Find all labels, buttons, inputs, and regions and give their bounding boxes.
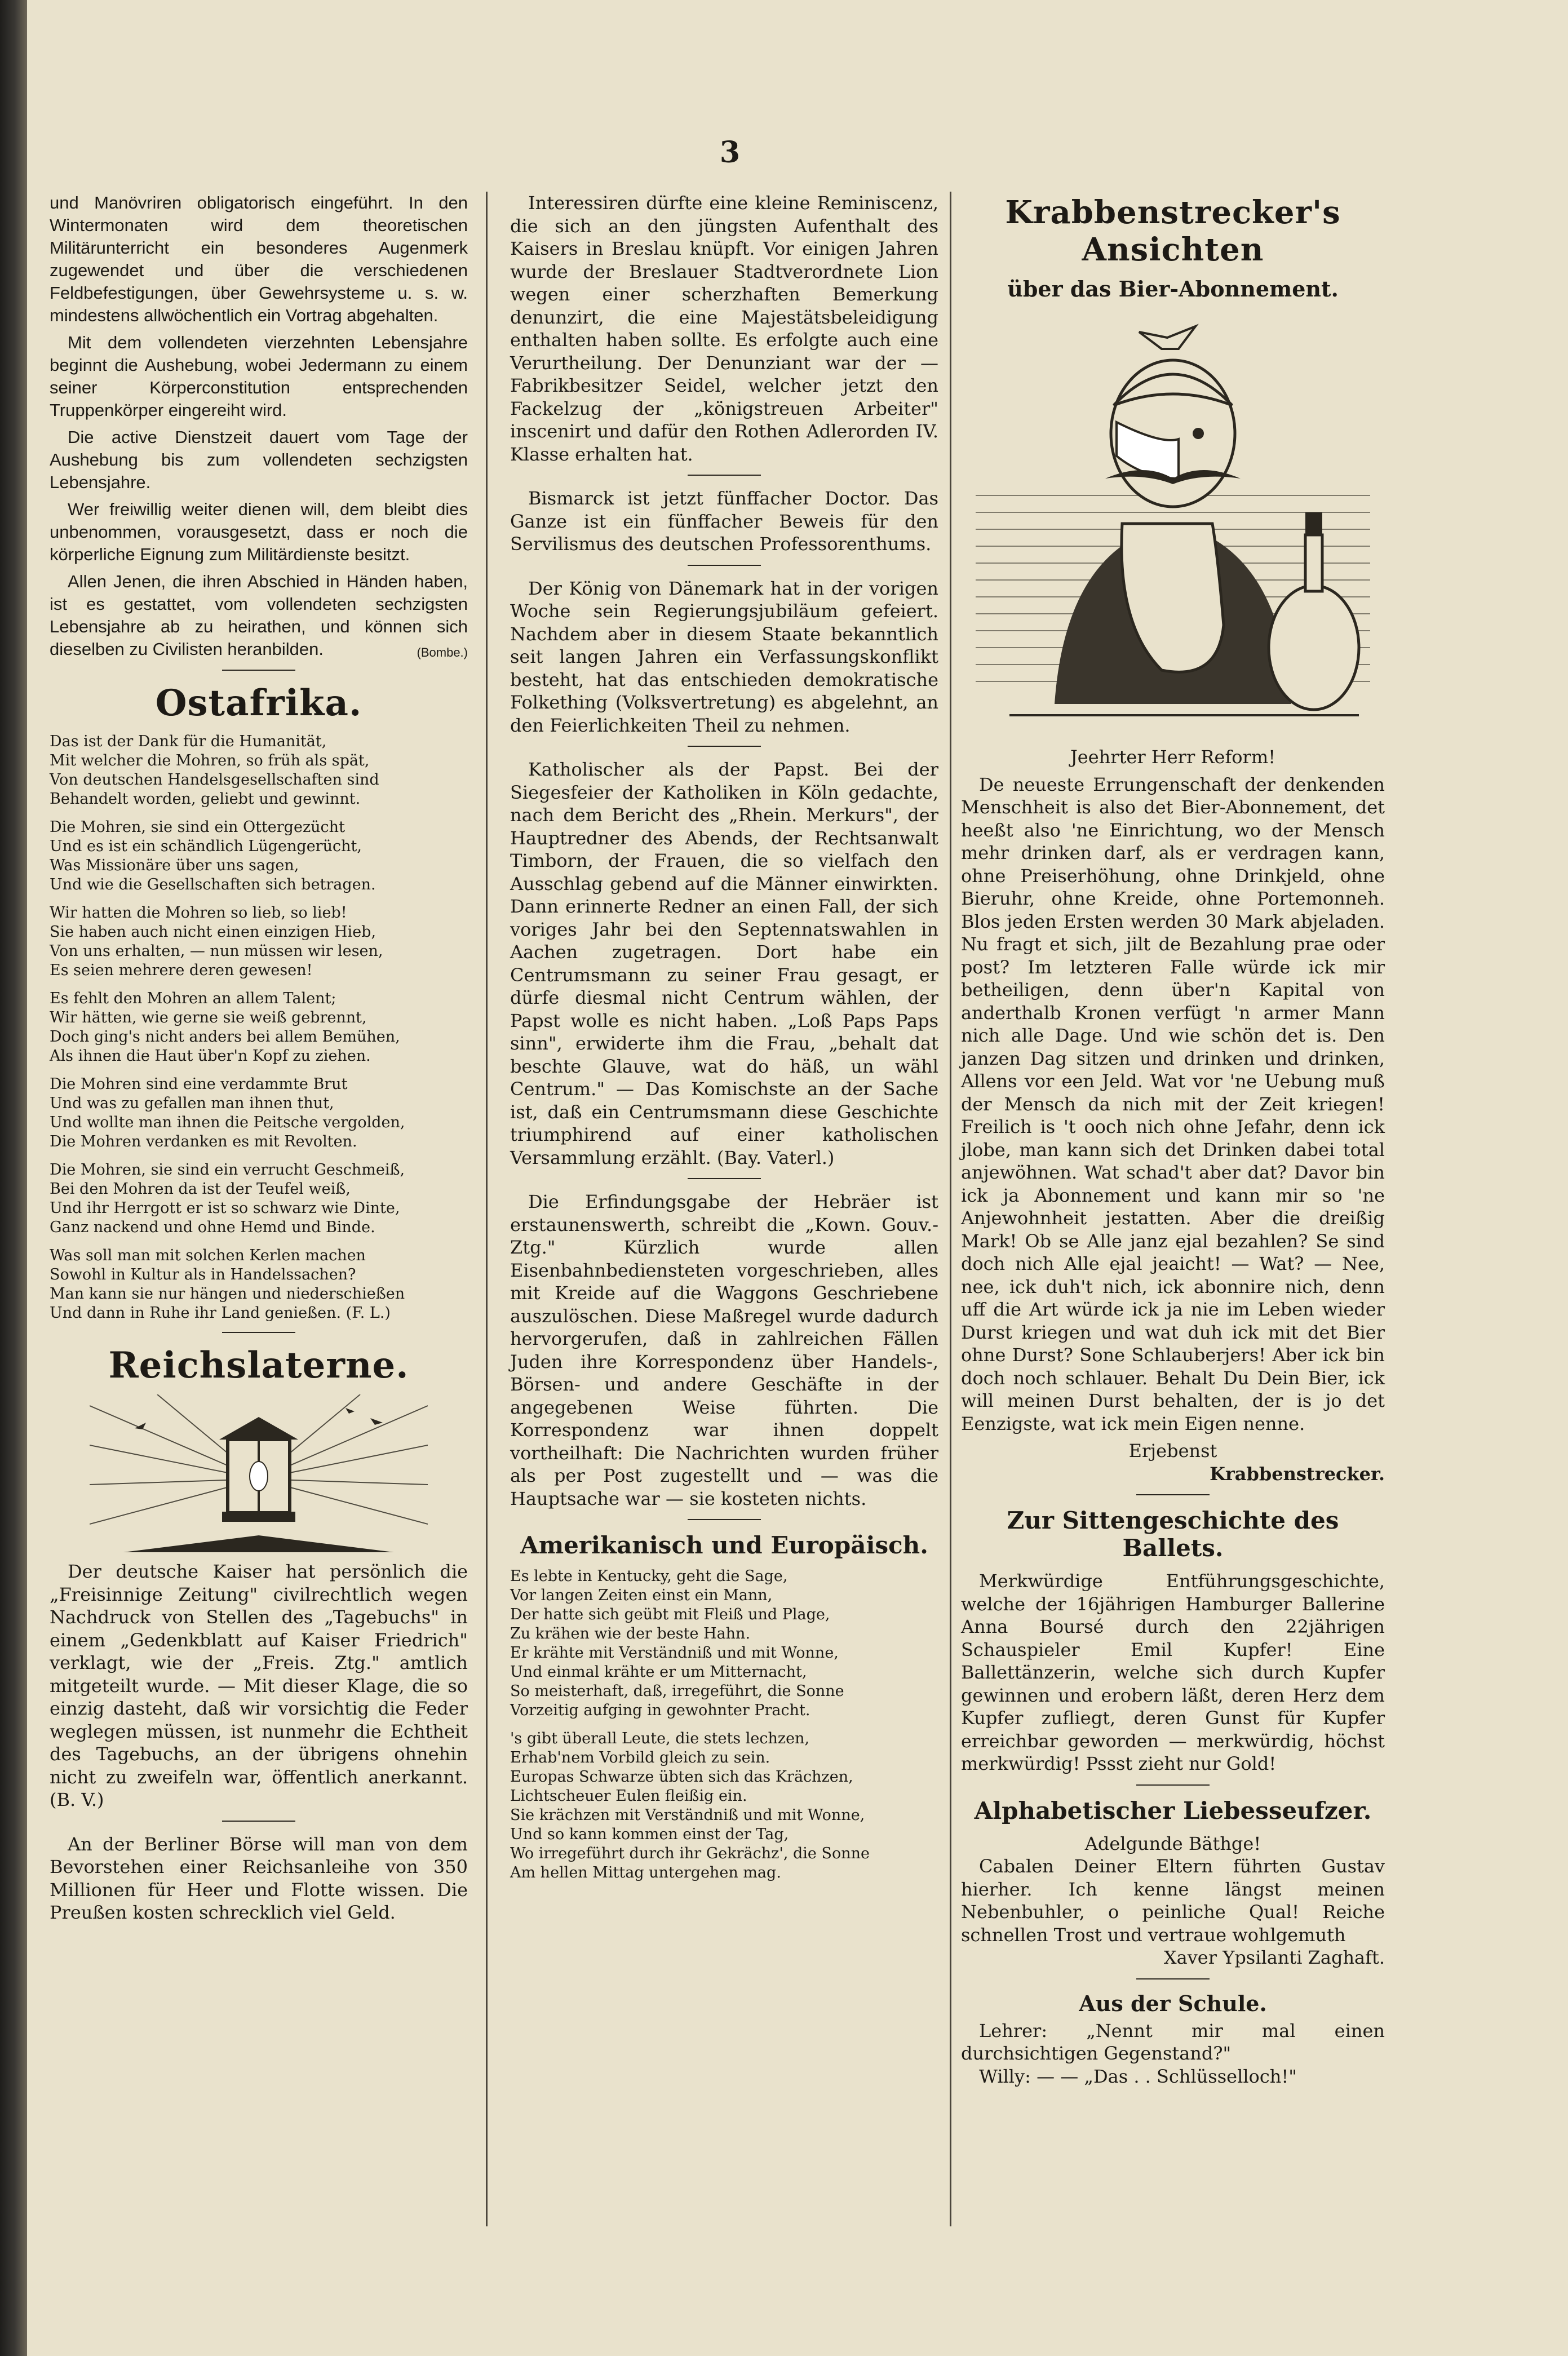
poem-title: Amerikanisch und Europäisch.: [520, 1531, 928, 1559]
amerika-line: Vor langen Zeiten einst ein Mann,: [510, 1587, 773, 1604]
ostafrika-line: Die Mohren, sie sind ein verrucht Geschmeiß,: [50, 1161, 405, 1179]
ostafrika-line: Doch ging's nicht anders bei allem Bemühen,: [50, 1028, 400, 1046]
ostafrika-stanza: [50, 818, 468, 894]
ostafrika-line: Sowohl in Kultur als in Handelssachen?: [50, 1266, 356, 1283]
ostafrika-stanza: [50, 989, 468, 1066]
section-separator: [222, 1332, 295, 1333]
section-separator: [1136, 1494, 1210, 1495]
alpha-title: Alphabetischer Liebesseufzer.: [974, 1796, 1372, 1824]
amerika-line: Der hatte sich geübt mit Fleiß und Plage,: [510, 1606, 830, 1623]
ostafrika-line: Und wie die Gesellschaften sich betragen.: [50, 876, 376, 893]
ostafrika-line: Was Missionäre über uns sagen,: [50, 857, 299, 874]
ostafrika-line: Behandelt worden, geliebt und gewinnt.: [50, 790, 361, 808]
ostafrika-stanza: [50, 904, 468, 980]
krabbenstrecker-subtitle: über das Bier-Abonnement.: [1007, 276, 1339, 302]
amerika-line: So meisterhaft, daß, irregeführt, die Sonne: [510, 1682, 844, 1700]
amerika-line: Erhab'nem Vorbild gleich zu sein.: [510, 1749, 770, 1766]
ostafrika-title: Ostafrika.: [155, 682, 362, 724]
ostafrika-line: Die Mohren sind eine verdammte Brut: [50, 1075, 348, 1093]
amerika-stanza: [510, 1729, 938, 1883]
krabbenstrecker-title: Krabbenstrecker's Ansichten: [1005, 194, 1341, 268]
schule-title: Aus der Schule.: [1079, 1990, 1267, 2016]
letter-closing: Erjebenst: [1128, 1440, 1217, 1462]
column-left: [50, 192, 468, 1929]
news-paragraph: Bismarck ist jetzt fünffacher Doctor. Das Ganze ist ein fünffacher Beweis für den Servilismus des deutschen Professorenthums.: [510, 488, 938, 555]
ostafrika-line: Als ihnen die Haut über'n Kopf zu ziehen.: [50, 1047, 371, 1065]
ostafrika-line: Ganz nackend und ohne Hemd und Binde.: [50, 1219, 375, 1236]
ostafrika-line: Und es ist ein schändlich Lügengerücht,: [50, 838, 362, 855]
section-separator: [1136, 1784, 1210, 1786]
section-separator: [688, 1519, 761, 1520]
reichslaterne-title: Reichslaterne.: [108, 1344, 409, 1387]
section-separator: [688, 565, 761, 566]
krabbenstrecker-portrait: [976, 309, 1370, 738]
source-note: (Bombe.): [417, 645, 468, 659]
amerika-stanza: [510, 1567, 938, 1720]
ostafrika-line: Wir hatten die Mohren so lieb, so lieb!: [50, 904, 347, 922]
ostafrika-line: Sie haben auch nicht einen einzigen Hieb,: [50, 923, 377, 941]
ostafrika-line: Was soll man mit solchen Kerlen machen: [50, 1247, 366, 1264]
military-paragraph: Wer freiwillig weiter dienen will, dem bleibt dies unbenommen, vorausgesetzt, dass er noch die körperliche Eignung zum Militärdienste besitzt.: [50, 499, 468, 564]
amerika-line: Sie krächzen mit Verständniß und mit Wonne,: [510, 1806, 865, 1824]
military-paragraph: Die active Dienstzeit dauert vom Tage der Aushebung bis zum vollendeten sechzigsten Lebensjahre.: [50, 427, 468, 492]
alpha-line: Xaver Ypsilanti Zaghaft.: [1163, 1947, 1385, 1968]
news-paragraph: Katholischer als der Papst. Bei der Siegesfeier der Katholiken in Köln gedachte, nach dem Bericht des „Rhein. Merkurs", der Hauptredner des Abends, der Rechtsanwalt Timborn, der Frauen, die so vielfach den Ausschlag gebend auf die Männer einwirkten. Dann erinnerte Redner an einen Fall, der sich voriges Jahr bei den Septennatswahlen in Aachen zugetragen. Dort habe ein Centrumsmann zu seiner Frau gesagt, er dürfe diesmal nicht Centrum wählen, der Papst wolle es nicht haben. „Loß Paps Paps sinn", erwiderte ihm die Frau, „behalt dat beschte Glauve, wat do häß, un wähl Centrum." — Das Komischste an der Sache ist, daß ein Centrumsmann diese Geschichte triumphirend auf einer katholischen Versammlung erzählt. (Bay. Vaterl.): [510, 759, 938, 1168]
ostafrika-stanza: [50, 1246, 468, 1323]
column-rule-right: [950, 192, 951, 2226]
news-paragraph: Der König von Dänemark hat in der vorigen Woche sein Regierungsjubiläum gefeiert. Nachdem aber in diesem Staate bekanntlich seit langen Jahren ein Verfassungskonflikt besteht, hat das entschieden demokratische Folkething (Volksvertretung) es abgelehnt, an den Feierlichkeiten Theil zu nehmen.: [510, 577, 938, 736]
ostafrika-line: Die Mohren verdanken es mit Revolten.: [50, 1133, 357, 1150]
ostafrika-line: Mit welcher die Mohren, so früh als spät,: [50, 752, 370, 769]
section-separator: [222, 670, 295, 671]
ostafrika-line: Bei den Mohren da ist der Teufel weiß,: [50, 1180, 351, 1198]
amerika-line: Am hellen Mittag untergehen mag.: [510, 1864, 781, 1881]
amerika-line: Es lebte in Kentucky, geht die Sage,: [510, 1567, 788, 1585]
ostafrika-poem: [50, 732, 468, 1323]
amerika-line: Europas Schwarze übten sich das Krächzen,: [510, 1768, 853, 1786]
ostafrika-line: Man kann sie nur hängen und niederschießen: [50, 1285, 405, 1303]
amerika-poem: [510, 1567, 938, 1883]
section-separator: [1136, 1978, 1210, 1979]
amerika-line: Und einmal krähte er um Mitternacht,: [510, 1663, 807, 1681]
amerika-line: Und so kann kommen einst der Tag,: [510, 1826, 789, 1843]
letter-signature: Krabbenstrecker.: [1210, 1463, 1385, 1485]
amerika-line: Vorzeitig aufging in gewohnter Pracht.: [510, 1702, 810, 1719]
military-paragraph: und Manövriren obligatorisch eingeführt. In den Wintermonaten wird dem theoretischen Militärunterricht ein besonderes Augenmerk zugewendet und über die verschiedenen Feldbefestigungen, über Gewehrsysteme u. s. w. mindestens allwöchentlich ein Vortrag abgehalten.: [50, 193, 468, 325]
letter-body: De neueste Errungenschaft der denkenden Menschheit is also det Bier-Abonnement, det heeßt also 'ne Einrichtung, wo der Mensch mehr drinken darf, als er verdragen kann, ohne Preiserhöhung, ohne Drinkjeld, ohne Bieruhr, ohne Kreide, ohne Portemonneh. Blos jeden Ersten werden 30 Mark abjeladen. Nu fragt et sich, jilt de Bezahlung prae oder post? Im letzteren Falle würde ick mir betheiligen, denn über'n Kapital von anderthalb Kronen verfügt 'n armer Mann nich alle Dage. Und wie schön det is. Den janzen Dag sitzen und drinken und drinken, Allens vor een Jeld. Wat vor 'ne Uebung muß der Mensch da nich mit der Zeit kriegen! Freilich is 't ooch nich ohne Jefahr, denn ick jlobe, man kann sich det Drinken dabei total anjewöhnen. Wat schad't aber dat? Davor bin ick ja Abonnement und kann mir so 'ne Anjewohnheit jestatten. Aber die dreißig Mark! Ob se Alle janz ejal bezahlen? Se sind doch nich Alle ejal jeaicht! — Wat? — Nee, nee, ick duh't nich, ick abonnire nich, denn uff die Art würde ick ja nie im Leben wieder Durst kriegen und wat duh ick mit det Bier ohne Durst? Sone Schlauberjers! Aber ick bin doch noch schlauer. Behalt Du Dein Bier, ick will meinen Durst behalten, der is jo det Eenzigste, wat ick mein Eigen nenne.: [961, 773, 1385, 1434]
ostafrika-line: Von deutschen Handelsgesellschaften sind: [50, 771, 379, 789]
section-separator: [688, 746, 761, 747]
alpha-line: Cabalen Deiner Eltern führten Gustav hierher. Ich kenne längst meinen Nebenbuhler, o peinliche Qual! Reiche schnellen Trost und vertraue wohlgemuth: [961, 1855, 1385, 1946]
ostafrika-line: Und dann in Ruhe ihr Land genießen. (F. L.): [50, 1304, 391, 1322]
ostafrika-line: Und wollte man ihnen die Peitsche vergolden,: [50, 1114, 405, 1131]
ostafrika-line: Es fehlt den Mohren an allem Talent;: [50, 990, 336, 1007]
ballet-title: Zur Sittengeschichte des Ballets.: [1007, 1507, 1339, 1562]
column-right: [961, 192, 1385, 2092]
military-paragraph: Allen Jenen, die ihren Abschied in Händen haben, ist es gestattet, vom vollendeten sechzigsten Lebensjahre ab zu heirathen, und können sich dieselben zu Civilisten heranbilden. (Bombe.): [50, 570, 468, 661]
ostafrika-line: Wir hätten, wie gerne sie weiß gebrennt,: [50, 1009, 367, 1026]
amerika-line: 's gibt überall Leute, die stets lechzen,: [510, 1730, 810, 1747]
ostafrika-line: Die Mohren, sie sind ein Ottergezücht: [50, 818, 345, 836]
amerika-line: Er krähte mit Verständniß und mit Wonne,: [510, 1644, 839, 1662]
ostafrika-line: Und was zu gefallen man ihnen thut,: [50, 1095, 334, 1112]
military-paragraph: Mit dem vollendeten vierzehnten Lebensjahre beginnt die Aushebung, wobei Jedermann zu einem seiner Körperconstitution entsprechenden Truppenkörper eingereiht wird.: [50, 333, 468, 420]
schule-line: Lehrer: „Nennt mir mal einen durchsichtigen Gegenstand?": [961, 2020, 1385, 2064]
laterne-paragraph: Der deutsche Kaiser hat persönlich die „Freisinnige Zeitung" civilrechtlich wegen Nachdruck von Stellen des „Tagebuchs" in einem „Gedenkblatt auf Kaiser Friedrich" verklagt, wie der „Freis. Ztg." amtlich mitgeteilt wurde. — Mit dieser Klage, die so einzig dasteht, daß wir vorsichtig die Feder weglegen müssen, ist nunmehr die Echtheit des Tagebuchs, an der übrigens ohnehin nicht zu zweifeln war, öffentlich anerkannt. (B. V.): [50, 1561, 468, 1810]
ostafrika-line: Es seien mehrere deren gewesen!: [50, 962, 313, 979]
column-middle: [510, 192, 938, 1892]
news-paragraph: Interessiren dürfte eine kleine Reminiscenz, die sich an den jüngsten Aufenthalt des Kaisers in Breslau knüpft. Vor einigen Jahren wurde der Breslauer Stadtverordnete Lion wegen einer scherzhaften Bemerkung denunzirt, die eine Majestätsbeleidigung enthalten haben sollte. Es erfolgte auch eine Verurtheilung. Der Denunziant war der — Fabrikbesitzer Seidel, welcher jetzt den Fackelzug der „königstreuen Arbeiter" inscenirt und dafür den Rothen Adlerorden IV. Klasse erhalten hat.: [510, 192, 938, 465]
ostafrika-stanza: [50, 1161, 468, 1237]
amerika-line: Zu krähen wie der beste Hahn.: [510, 1625, 751, 1642]
column-rule-left: [486, 192, 488, 2226]
ostafrika-line: Das ist der Dank für die Humanität,: [50, 733, 327, 750]
schule-line: Willy: — — „Das . . Schlüsselloch!": [979, 2065, 1297, 2087]
lantern-illustration: [90, 1394, 428, 1552]
alpha-line: Adelgunde Bäthge!: [1084, 1832, 1261, 1854]
section-separator: [688, 1178, 761, 1179]
laterne-paragraph: An der Berliner Börse will man von dem Bevorstehen einer Reichsanleihe von 350 Millionen für Heer und Flotte wissen. Die Preußen kosten schrecklich viel Geld.: [50, 1833, 468, 1923]
news-paragraph: Die Erfindungsgabe der Hebräer ist erstaunenswerth, schreibt die „Kown. Gouv.-Ztg." Kürzlich wurde allen Eisenbahnbediensteten vorgeschrieben, alles mit Kreide auf die Waggons Geschriebene auszulöschen. Diese Maßregel wurde dadurch hervorgerufen, daß in zahlreichen Fällen Juden ihre Korrespondenz über Handels-, Börsen- und andere Geschäfte in der angegebenen Weise führten. Die Korrespondenz war ihnen doppelt vortheilhaft: Die Nachrichten wurden früher als per Post zugestellt und — was die Hauptsache war — sie kosteten nichts.: [510, 1191, 938, 1509]
amerika-line: Wo irregeführt durch ihr Gekrächz', die Sonne: [510, 1845, 870, 1862]
ostafrika-stanza: [50, 1075, 468, 1152]
amerika-line: Lichtscheuer Eulen fleißig ein.: [510, 1787, 747, 1805]
letter-salutation: Jeehrter Herr Reform!: [1070, 746, 1276, 768]
ostafrika-line: Und ihr Herrgott er ist so schwarz wie Dinte,: [50, 1199, 400, 1217]
ostafrika-stanza: [50, 732, 468, 809]
ostafrika-line: Von uns erhalten, — nun müssen wir lesen,: [50, 942, 383, 960]
book-spine: [0, 0, 27, 2356]
section-separator: [688, 475, 761, 476]
page-number: 3: [719, 135, 741, 170]
section-separator: [222, 1821, 295, 1822]
ballet-text: Merkwürdige Entführungsgeschichte, welche der 16jährigen Hamburger Ballerine Anna Boursé durch den 22jährigen Schauspieler Emil Kupfer! Eine Ballettänzerin, welche sich durch Kupfer gewinnen und erobern läßt, deren Herz dem Kupfer zufliegt, deren Gunst für Kupfer erreichbar geworden — merkwürdig, höchst merkwürdig! Pssst zieht nur Gold!: [961, 1570, 1385, 1774]
